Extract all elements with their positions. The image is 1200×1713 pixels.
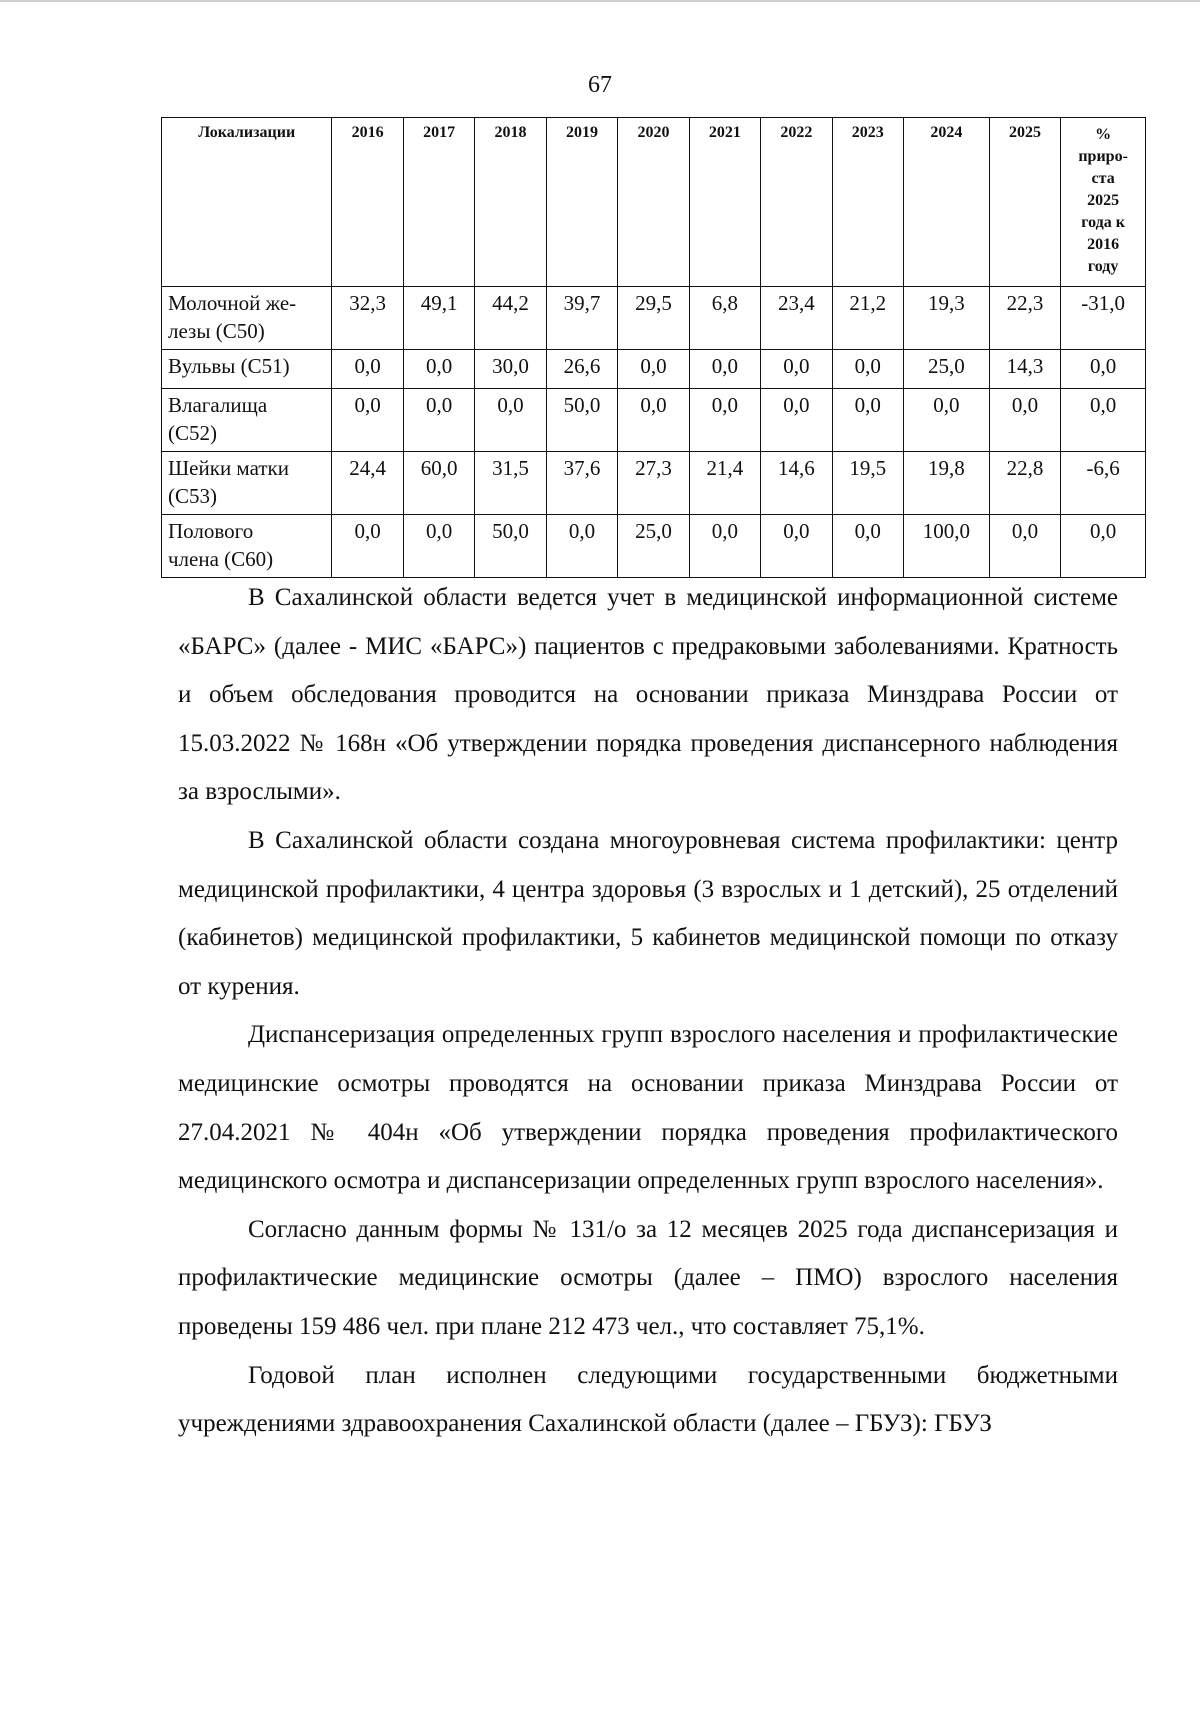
year-value-cell: 0,0 [761, 350, 832, 389]
year-value-cell: 26,6 [546, 350, 617, 389]
year-value-cell: 22,3 [989, 287, 1060, 350]
year-value-cell: 21,4 [689, 452, 760, 515]
year-value-cell: 0,0 [332, 515, 403, 578]
table-header-row [162, 118, 1146, 287]
body-paragraph: Годовой план исполнен следующими государственными бюджетными учреждениями здравоохранения Сахалинской области (далее – ГБУЗ): ГБУЗ [178, 1361, 1118, 1438]
header-year: 2016 [332, 118, 403, 287]
year-value-cell: 27,3 [618, 452, 689, 515]
year-value-cell: 0,0 [546, 515, 617, 578]
header-growth-line: 2016 [1087, 236, 1120, 253]
header-growth-line: 2025 [1087, 192, 1120, 209]
header-growth-line: году [1087, 258, 1119, 275]
year-value-cell: 19,5 [832, 452, 903, 515]
year-value-cell: 21,2 [832, 287, 903, 350]
year-value-cell: 0,0 [761, 389, 832, 452]
header-growth-line: % [1095, 126, 1112, 143]
row-localization-cell [162, 287, 332, 350]
year-value-cell: 0,0 [475, 389, 546, 452]
year-value-cell: 0,0 [332, 389, 403, 452]
year-value-cell: 0,0 [761, 515, 832, 578]
body-text [178, 574, 1118, 1449]
table-row [162, 287, 1146, 350]
year-value-cell: 0,0 [689, 389, 760, 452]
year-value-cell: 0,0 [904, 389, 990, 452]
body-paragraph: В Сахалинской области создана многоуровневая система профилактики: центр медицинской профилактики, 4 центра здоровья (3 взрослых и 1 детский), 25 отделений (кабинетов) медицинской профилактики, 5 кабинетов медицинской помощи по отказу от курения. [178, 826, 1118, 1000]
year-value-cell: 37,6 [546, 452, 617, 515]
row-localization-label: Вульвы (С51) [168, 354, 290, 378]
year-value-cell: 0,0 [989, 389, 1060, 452]
year-value-cell: 14,3 [989, 350, 1060, 389]
header-year: 2019 [546, 118, 617, 287]
year-value-cell: 44,2 [475, 287, 546, 350]
year-value-cell: 29,5 [618, 287, 689, 350]
row-localization-cell [162, 350, 332, 389]
year-value-cell: 60,0 [403, 452, 474, 515]
header-growth-line: ста [1091, 170, 1115, 187]
row-localization-label: члена (С60) [168, 547, 274, 571]
year-value-cell: 0,0 [403, 350, 474, 389]
growth-value-cell: -31,0 [1061, 287, 1146, 350]
year-value-cell: 6,8 [689, 287, 760, 350]
body-paragraph: Согласно данным формы № 131/о за 12 месяцев 2025 года диспансеризация и профилактические медицинские осмотры (далее – ПМО) взрослого населения проведены 159 486 чел. при плане 212 473 чел., что составляет 75,1%. [178, 1215, 1118, 1340]
header-year: 2017 [403, 118, 474, 287]
row-localization-label: Полового [168, 519, 254, 543]
year-value-cell: 0,0 [832, 515, 903, 578]
growth-value-cell: -6,6 [1061, 452, 1146, 515]
year-value-cell: 0,0 [832, 389, 903, 452]
row-localization-label: (С52) [168, 421, 217, 445]
table-row [162, 515, 1146, 578]
row-localization-label: лезы (С50) [168, 319, 265, 343]
year-value-cell: 24,4 [332, 452, 403, 515]
year-value-cell: 19,8 [904, 452, 990, 515]
growth-value-cell: 0,0 [1061, 389, 1146, 452]
row-localization-cell [162, 515, 332, 578]
header-year: 2020 [618, 118, 689, 287]
header-year: 2024 [904, 118, 990, 287]
incidence-table-container [161, 117, 1146, 578]
year-value-cell: 0,0 [403, 389, 474, 452]
page-number: 67 [588, 72, 612, 98]
row-localization-label: Шейки матки [168, 456, 289, 480]
header-growth-percent [1061, 118, 1146, 287]
year-value-cell: 0,0 [403, 515, 474, 578]
row-localization-label: (С53) [168, 484, 217, 508]
body-paragraph: Диспансеризация определенных групп взрослого населения и профилактические медицинские осмотры проводятся на основании приказа Минздрава России от 27.04.2021 № 404н «Об утверждении порядка проведения профилактического медицинского осмотра и диспансеризации определенных групп взрослого населения». [178, 1021, 1118, 1195]
year-value-cell: 100,0 [904, 515, 990, 578]
year-value-cell: 39,7 [546, 287, 617, 350]
body-paragraph: В Сахалинской области ведется учет в медицинской информационной системе «БАРС» (далее - МИС «БАРС») пациентов с предраковыми заболеваниями. Кратность и объем обследования проводится на основании приказа Минздрава России от 15.03.2022 № 168н «Об утверждении порядка проведения диспансерного наблюдения за взрослыми». [178, 584, 1118, 806]
year-value-cell: 22,8 [989, 452, 1060, 515]
year-value-cell: 0,0 [332, 350, 403, 389]
year-value-cell: 32,3 [332, 287, 403, 350]
year-value-cell: 0,0 [689, 350, 760, 389]
header-year: 2021 [689, 118, 760, 287]
table-body [162, 287, 1146, 578]
header-year: 2022 [761, 118, 832, 287]
header-year: 2018 [475, 118, 546, 287]
year-value-cell: 0,0 [989, 515, 1060, 578]
year-value-cell: 19,3 [904, 287, 990, 350]
year-value-cell: 25,0 [618, 515, 689, 578]
year-value-cell: 0,0 [618, 389, 689, 452]
header-year: 2025 [989, 118, 1060, 287]
growth-value-cell: 0,0 [1061, 515, 1146, 578]
year-value-cell: 50,0 [475, 515, 546, 578]
table-row [162, 452, 1146, 515]
year-value-cell: 0,0 [689, 515, 760, 578]
year-value-cell: 14,6 [761, 452, 832, 515]
row-localization-label: Влагалища [168, 393, 268, 417]
table-row [162, 350, 1146, 389]
header-growth-line: приро- [1078, 148, 1128, 165]
year-value-cell: 25,0 [904, 350, 990, 389]
row-localization-cell [162, 389, 332, 452]
header-localization: Локализации [162, 118, 332, 287]
table-row [162, 389, 1146, 452]
row-localization-cell [162, 452, 332, 515]
year-value-cell: 0,0 [832, 350, 903, 389]
header-year: 2023 [832, 118, 903, 287]
year-value-cell: 31,5 [475, 452, 546, 515]
incidence-table [161, 117, 1146, 578]
year-value-cell: 0,0 [618, 350, 689, 389]
year-value-cell: 30,0 [475, 350, 546, 389]
page-top-edge [0, 0, 1200, 2]
year-value-cell: 49,1 [403, 287, 474, 350]
year-value-cell: 23,4 [761, 287, 832, 350]
growth-value-cell: 0,0 [1061, 350, 1146, 389]
header-growth-line: года к [1081, 214, 1125, 231]
year-value-cell: 50,0 [546, 389, 617, 452]
row-localization-label: Молочной же- [168, 291, 297, 315]
